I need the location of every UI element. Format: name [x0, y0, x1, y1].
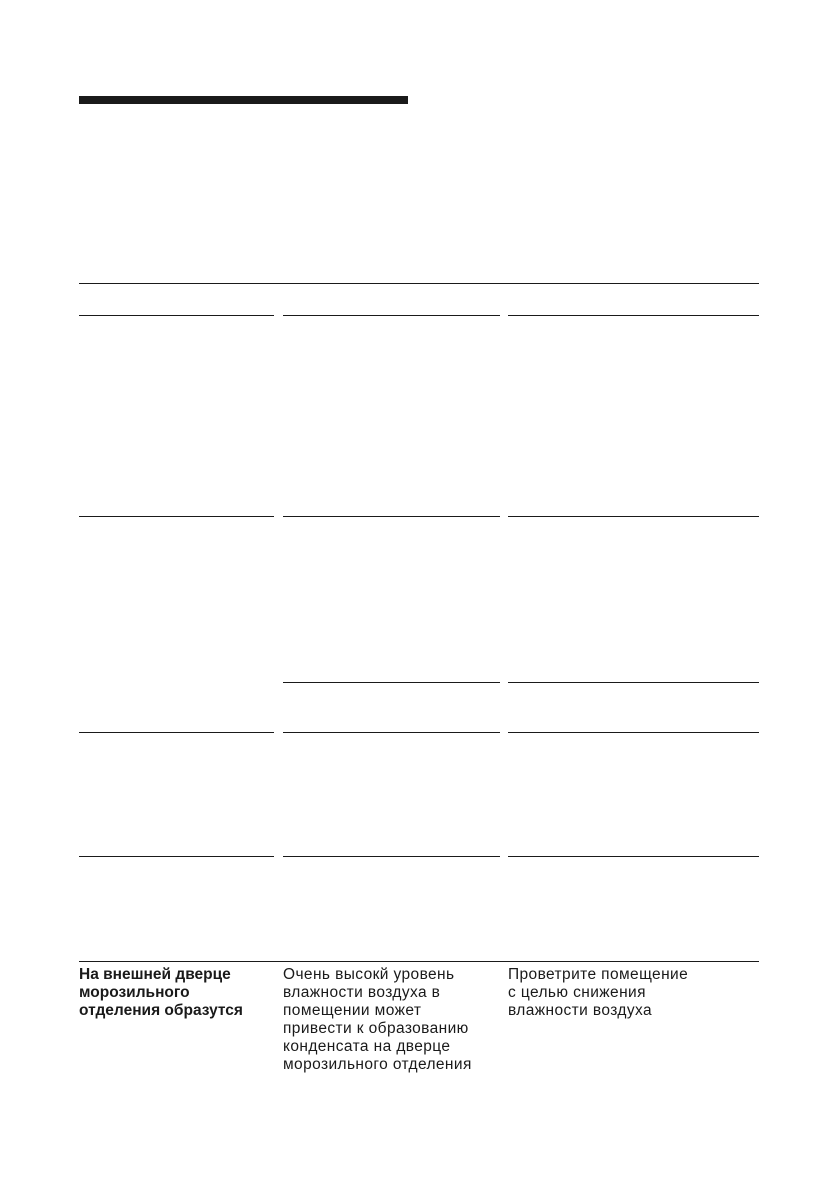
section-header-bar — [79, 96, 408, 104]
subrow-rule-remedy — [508, 682, 759, 683]
table-cell-cause — [283, 966, 500, 1074]
problem-line: На внешней дверце — [79, 966, 231, 983]
cause-line: привести к образованию — [283, 1020, 469, 1037]
row-rule-problem — [79, 516, 274, 517]
row-rule-problem — [79, 856, 274, 857]
cause-line: помещении может — [283, 1002, 422, 1019]
table-cell-problem — [79, 966, 274, 1020]
header-rule-problem — [79, 315, 274, 316]
last-row-top-rule — [79, 961, 759, 962]
problem-line: морозильного — [79, 984, 190, 1001]
header-rule-remedy — [508, 315, 759, 316]
cause-line: Очень высокй уровень — [283, 966, 455, 983]
row-rule-cause — [283, 856, 500, 857]
row-rule-cause — [283, 516, 500, 517]
table-cell-remedy — [508, 966, 759, 1020]
row-rule-problem — [79, 732, 274, 733]
remedy-line: с целью снижения — [508, 984, 646, 1001]
row-rule-remedy — [508, 856, 759, 857]
row-rule-remedy — [508, 516, 759, 517]
row-rule-cause — [283, 732, 500, 733]
table-top-rule — [79, 283, 759, 284]
remedy-line: Проветрите помещение — [508, 966, 689, 983]
cause-line: морозильного отделения — [283, 1056, 472, 1073]
cause-line: конденсата на дверце — [283, 1038, 451, 1055]
subrow-rule-cause — [283, 682, 500, 683]
cause-line: влажности воздуха в — [283, 984, 441, 1001]
header-rule-cause — [283, 315, 500, 316]
problem-line: отделения образутся — [79, 1002, 243, 1019]
row-rule-remedy — [508, 732, 759, 733]
remedy-line: влажности воздуха — [508, 1002, 652, 1019]
